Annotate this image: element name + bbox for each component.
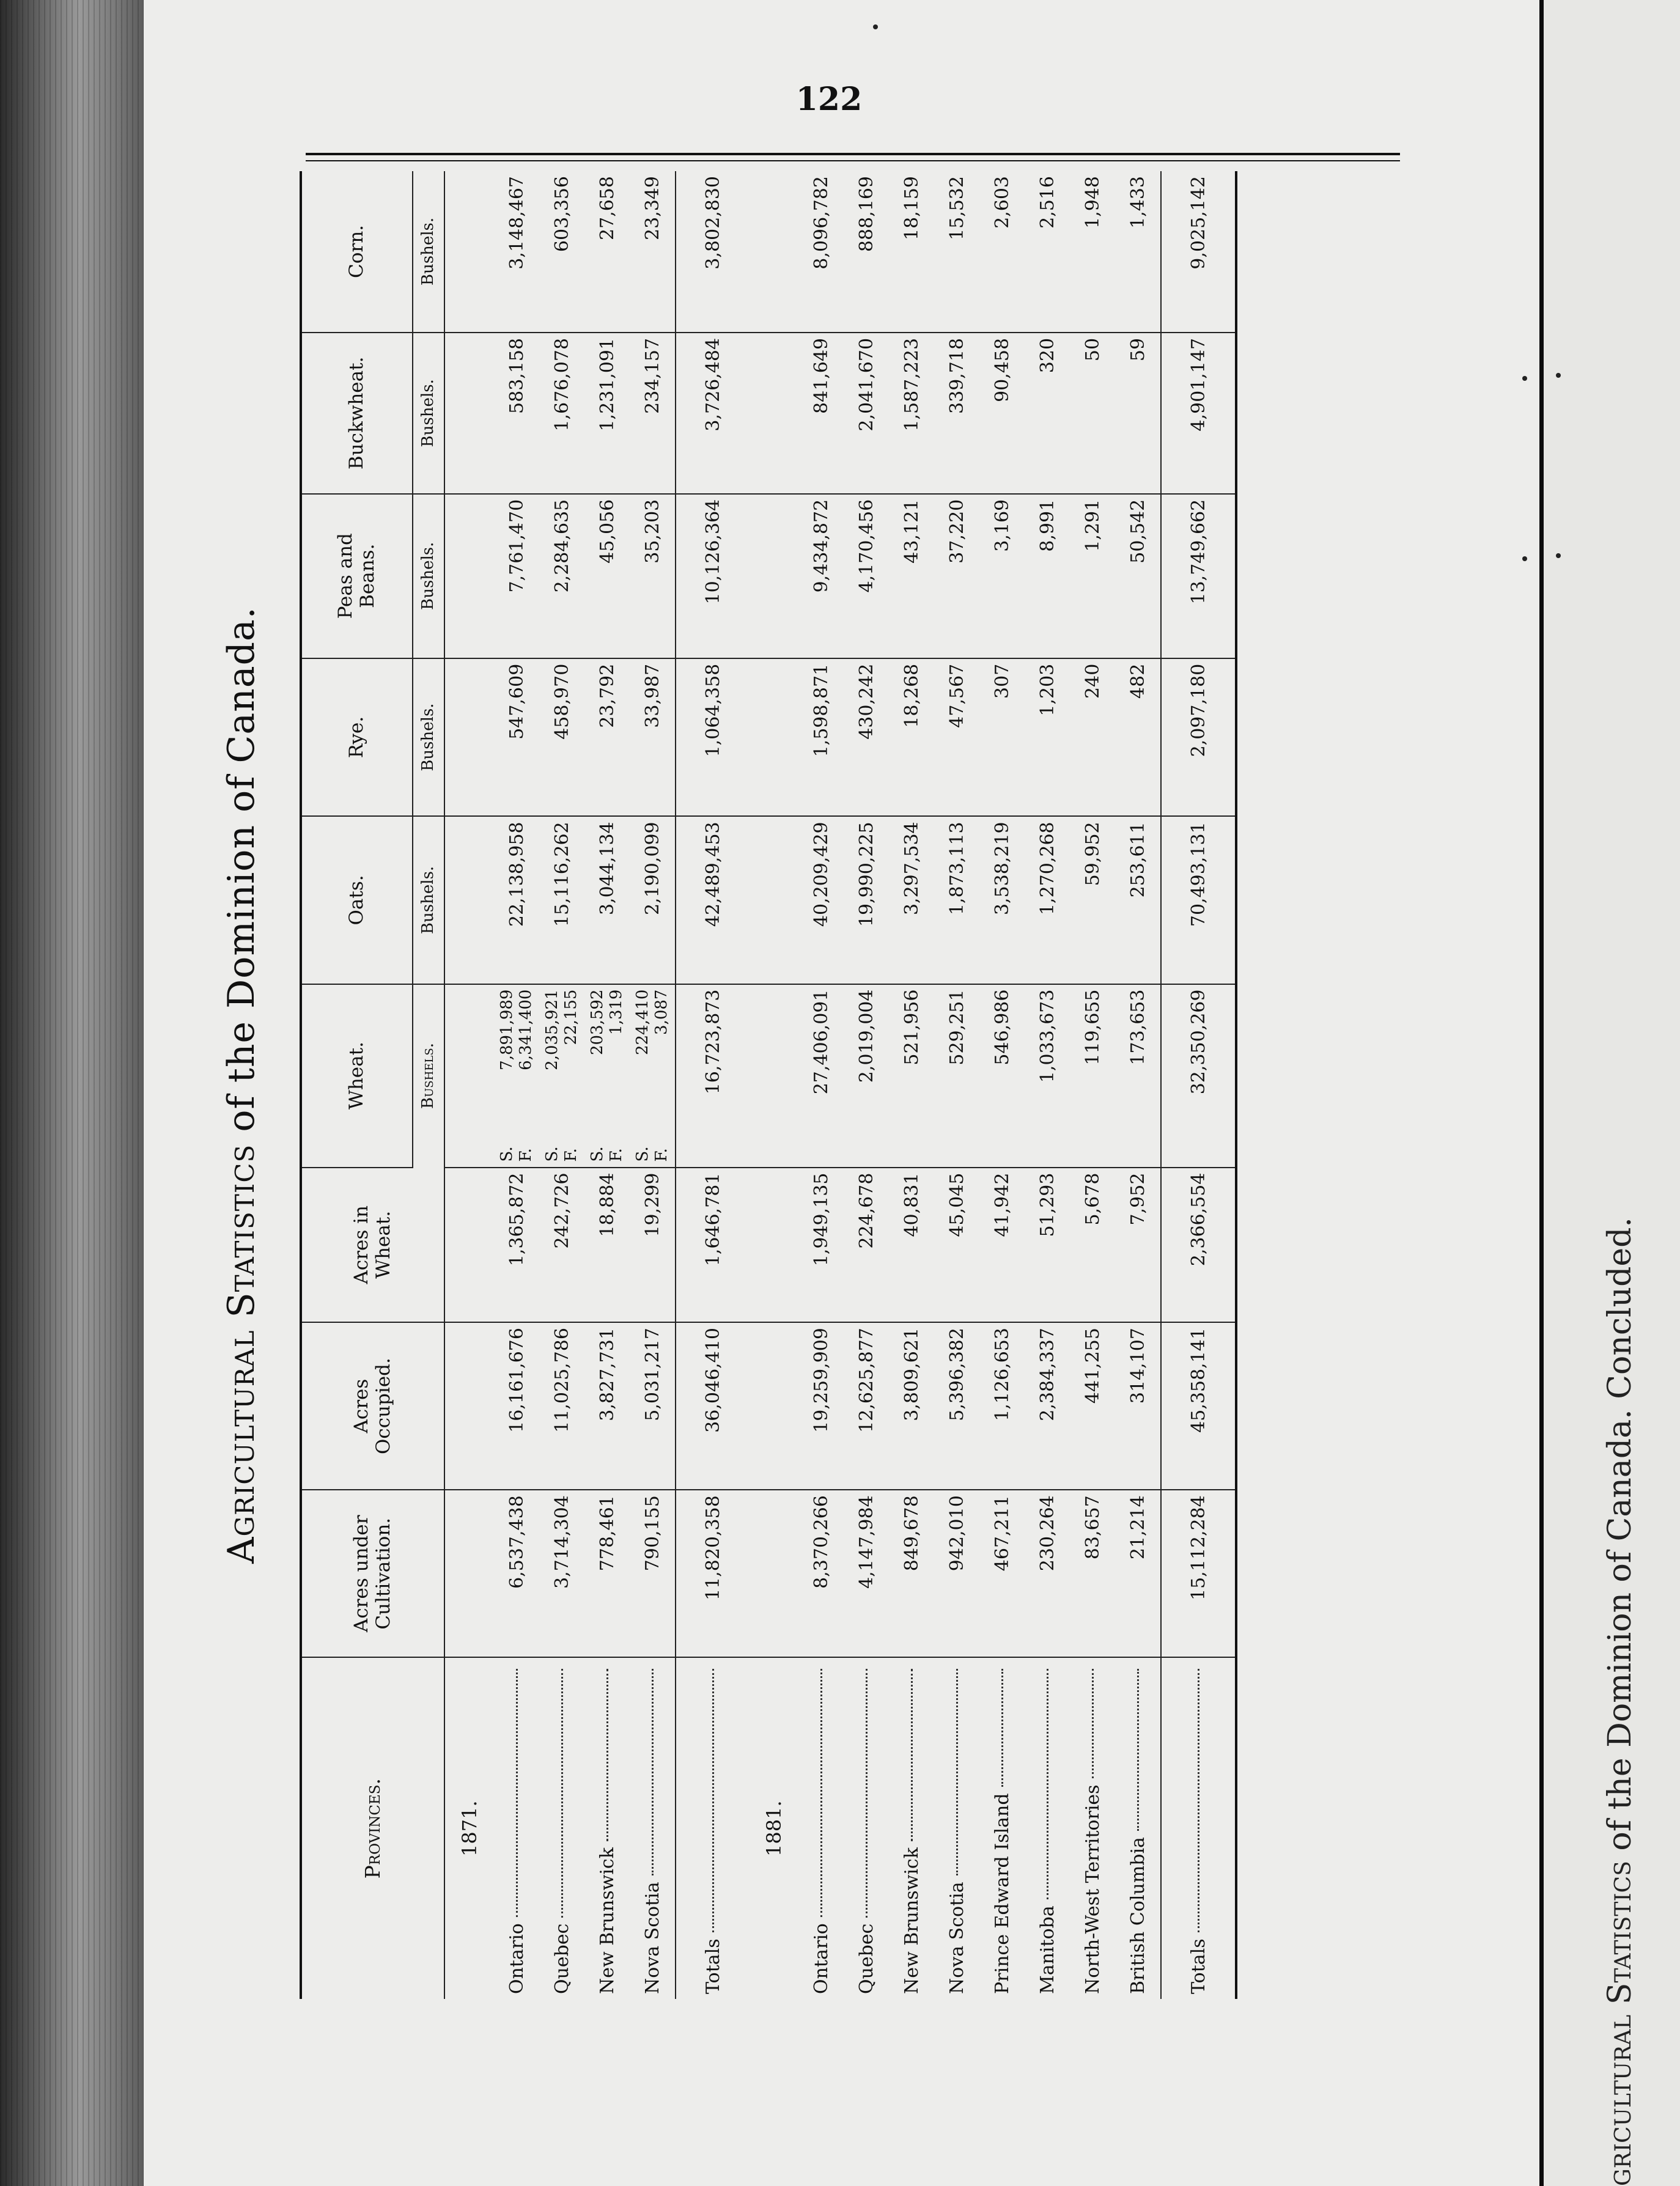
scan-speck xyxy=(1522,376,1527,381)
header-cultivation: Acres under Cultivation. xyxy=(301,1490,444,1657)
province-cell-label: British Columbia xyxy=(1127,1837,1149,1994)
buckwheat-cell: 59 xyxy=(1115,333,1161,494)
province-cell xyxy=(539,1657,584,1999)
rye-cell: 1,598,871 xyxy=(798,658,844,817)
peas-cell: 3,169 xyxy=(979,494,1025,658)
wheat-cell: 521,956 xyxy=(889,984,934,1168)
leader-dots xyxy=(606,1669,608,1841)
wheat-value: 224,410 xyxy=(633,989,652,1056)
province-cell xyxy=(798,1657,844,1999)
table-row xyxy=(630,171,676,1999)
province-cell-label: Nova Scotia xyxy=(946,1882,968,1994)
title-small-caps: Agricultural Statistics xyxy=(220,1144,263,1564)
totals-row xyxy=(676,171,750,1999)
leader-dots xyxy=(652,1669,654,1875)
wheat-cell: 1,033,673 xyxy=(1025,984,1070,1168)
oats-cell: 253,611 xyxy=(1115,816,1161,984)
rye-cell: 33,987 xyxy=(630,658,676,817)
scan-speck xyxy=(873,24,878,29)
leader-dots xyxy=(911,1669,913,1841)
corn-cell: 15,532 xyxy=(934,171,979,333)
wheat-value: 203,592 xyxy=(588,989,606,1056)
in-wheat-cell: 7,952 xyxy=(1115,1168,1161,1322)
oats-cell: 1,270,268 xyxy=(1025,816,1070,984)
cultivation-cell: 230,264 xyxy=(1025,1490,1070,1657)
rye-cell: 430,242 xyxy=(844,658,889,817)
total-corn: 3,802,830 xyxy=(676,171,750,333)
occupied-cell: 5,031,217 xyxy=(630,1322,676,1490)
peas-cell: 50,542 xyxy=(1115,494,1161,658)
leader-dots xyxy=(820,1669,822,1917)
header-buckwheat: Buckwheat. xyxy=(301,333,413,494)
province-cell-label: Ontario xyxy=(810,1923,832,1994)
facing-page-running-head xyxy=(1602,1217,1638,2186)
rye-cell: 18,268 xyxy=(889,658,934,817)
header-wheat: Wheat. xyxy=(301,984,413,1168)
corn-cell: 8,096,782 xyxy=(798,171,844,333)
province-cell-label: Ontario xyxy=(506,1923,528,1994)
occupied-cell: 2,384,337 xyxy=(1025,1322,1070,1490)
season-marker: F. xyxy=(562,1148,580,1162)
header-in-wheat: Acres in Wheat. xyxy=(301,1168,444,1322)
wheat-value: 7,891,989 xyxy=(497,989,516,1070)
province-cell-label: Nova Scotia xyxy=(641,1882,663,1994)
corn-cell: 27,658 xyxy=(584,171,630,333)
table-row xyxy=(539,171,584,1999)
totals-cell-label: Totals xyxy=(1187,1938,1209,1994)
oats-cell: 3,297,534 xyxy=(889,816,934,984)
total-occupied: 36,046,410 xyxy=(676,1322,750,1490)
province-cell-label: New Brunswick xyxy=(901,1847,923,1994)
season-marker: F. xyxy=(652,1148,671,1162)
table-row xyxy=(1115,171,1161,1999)
oats-cell: 19,990,225 xyxy=(844,816,889,984)
title-rest: of the Dominion of Canada. xyxy=(220,606,263,1132)
oats-cell: 40,209,429 xyxy=(798,816,844,984)
unit-wheat: Bushels. xyxy=(413,984,444,1168)
document-title xyxy=(220,153,263,2017)
total-cultivation: 15,112,284 xyxy=(1161,1490,1236,1657)
total-in-wheat: 2,366,554 xyxy=(1161,1168,1236,1322)
page-number: 122 xyxy=(795,81,863,118)
oats-cell: 15,116,262 xyxy=(539,816,584,984)
province-cell xyxy=(1070,1657,1115,1999)
in-wheat-cell: 242,726 xyxy=(539,1168,584,1322)
oats-cell: 3,538,219 xyxy=(979,816,1025,984)
total-oats: 70,493,131 xyxy=(1161,816,1236,984)
wheat-cell xyxy=(494,984,539,1168)
province-cell-label: Quebec xyxy=(855,1923,877,1994)
occupied-cell: 12,625,877 xyxy=(844,1322,889,1490)
wheat-cell xyxy=(539,984,584,1168)
total-in-wheat: 1,646,781 xyxy=(676,1168,750,1322)
total-wheat: 16,723,873 xyxy=(676,984,750,1168)
header-peas: Peas and Beans. xyxy=(301,494,413,658)
cultivation-cell: 467,211 xyxy=(979,1490,1025,1657)
rows-1871 xyxy=(444,171,750,1999)
buckwheat-cell: 50 xyxy=(1070,333,1115,494)
province-cell xyxy=(584,1657,630,1999)
corn-cell: 1,948 xyxy=(1070,171,1115,333)
unit-oats: Bushels. xyxy=(413,816,444,984)
province-cell xyxy=(1025,1657,1070,1999)
buckwheat-cell: 234,157 xyxy=(630,333,676,494)
province-cell-label: New Brunswick xyxy=(596,1847,618,1994)
total-rye: 2,097,180 xyxy=(1161,658,1236,817)
buckwheat-cell: 1,231,091 xyxy=(584,333,630,494)
in-wheat-cell: 5,678 xyxy=(1070,1168,1115,1322)
rye-cell: 1,203 xyxy=(1025,658,1070,817)
leader-dots xyxy=(956,1669,958,1875)
unit-buckwheat: Bushels. xyxy=(413,333,444,494)
totals-cell-label: Totals xyxy=(702,1938,724,1994)
total-rye: 1,064,358 xyxy=(676,658,750,817)
wheat-cell: 173,653 xyxy=(1115,984,1161,1168)
total-peas: 13,749,662 xyxy=(1161,494,1236,658)
occupied-cell: 16,161,676 xyxy=(494,1322,539,1490)
occupied-cell: 441,255 xyxy=(1070,1322,1115,1490)
in-wheat-cell: 40,831 xyxy=(889,1168,934,1322)
occupied-cell: 3,809,621 xyxy=(889,1322,934,1490)
header-occupied: Acres Occupied. xyxy=(301,1322,444,1490)
table-row xyxy=(934,171,979,1999)
year-1881: 1881. xyxy=(762,1800,786,1857)
table-row xyxy=(1070,171,1115,1999)
season-marker: S. xyxy=(588,1146,606,1162)
table-row xyxy=(584,171,630,1999)
in-wheat-cell: 41,942 xyxy=(979,1168,1025,1322)
rye-cell: 240 xyxy=(1070,658,1115,817)
total-occupied: 45,358,141 xyxy=(1161,1322,1236,1490)
peas-cell: 8,991 xyxy=(1025,494,1070,658)
oats-cell: 2,190,099 xyxy=(630,816,676,984)
season-marker: S. xyxy=(542,1146,561,1162)
province-cell xyxy=(1115,1657,1161,1999)
leader-dots xyxy=(1001,1669,1003,1787)
header-oats: Oats. xyxy=(301,816,413,984)
leader-dots xyxy=(1137,1669,1139,1831)
leader-dots xyxy=(1047,1669,1048,1899)
buckwheat-cell: 320 xyxy=(1025,333,1070,494)
wheat-value: 2,035,921 xyxy=(542,989,561,1070)
wheat-cell: 27,406,091 xyxy=(798,984,844,1168)
cultivation-cell: 21,214 xyxy=(1115,1490,1161,1657)
occupied-cell: 314,107 xyxy=(1115,1322,1161,1490)
cultivation-cell: 4,147,984 xyxy=(844,1490,889,1657)
wheat-value: 6,341,400 xyxy=(517,989,535,1070)
wheat-cell xyxy=(630,984,676,1168)
total-peas: 10,126,364 xyxy=(676,494,750,658)
buckwheat-cell: 1,676,078 xyxy=(539,333,584,494)
table-row xyxy=(494,171,539,1999)
season-marker: F. xyxy=(517,1148,535,1162)
table-row xyxy=(889,171,934,1999)
buckwheat-cell: 339,718 xyxy=(934,333,979,494)
in-wheat-cell: 19,299 xyxy=(630,1168,676,1322)
peas-cell: 37,220 xyxy=(934,494,979,658)
peas-cell: 35,203 xyxy=(630,494,676,658)
wheat-value: 3,087 xyxy=(652,989,671,1035)
season-marker: F. xyxy=(607,1148,625,1162)
corn-cell: 23,349 xyxy=(630,171,676,333)
cultivation-cell: 3,714,304 xyxy=(539,1490,584,1657)
unit-corn: Bushels. xyxy=(413,171,444,333)
province-cell-label: Prince Edward Island xyxy=(991,1793,1013,1994)
season-marker: S. xyxy=(633,1146,652,1162)
cultivation-cell: 942,010 xyxy=(934,1490,979,1657)
leader-dots xyxy=(1198,1669,1199,1932)
cultivation-cell: 83,657 xyxy=(1070,1490,1115,1657)
province-cell xyxy=(630,1657,676,1999)
province-cell-label: Quebec xyxy=(551,1923,573,1994)
scan-speck xyxy=(1556,553,1561,558)
wheat-cell: 119,655 xyxy=(1070,984,1115,1168)
totals-cell xyxy=(676,1657,750,1999)
oats-cell: 1,873,113 xyxy=(934,816,979,984)
corn-cell: 18,159 xyxy=(889,171,934,333)
total-wheat: 32,350,269 xyxy=(1161,984,1236,1168)
cultivation-cell: 8,370,266 xyxy=(798,1490,844,1657)
buckwheat-cell: 583,158 xyxy=(494,333,539,494)
buckwheat-cell: 1,587,223 xyxy=(889,333,934,494)
cultivation-cell: 790,155 xyxy=(630,1490,676,1657)
rows-1881 xyxy=(750,171,1236,1999)
year-1871: 1871. xyxy=(458,1800,481,1857)
scan-speck xyxy=(1556,373,1561,378)
province-cell xyxy=(934,1657,979,1999)
wheat-cell: 2,019,004 xyxy=(844,984,889,1168)
header-corn: Corn. xyxy=(301,171,413,333)
corn-cell: 3,148,467 xyxy=(494,171,539,333)
buckwheat-cell: 2,041,670 xyxy=(844,333,889,494)
corn-cell: 888,169 xyxy=(844,171,889,333)
occupied-cell: 11,025,786 xyxy=(539,1322,584,1490)
rye-cell: 482 xyxy=(1115,658,1161,817)
total-corn: 9,025,142 xyxy=(1161,171,1236,333)
table-row xyxy=(1025,171,1070,1999)
wheat-value: 22,155 xyxy=(562,989,580,1045)
province-cell xyxy=(889,1657,934,1999)
in-wheat-cell: 1,949,135 xyxy=(798,1168,844,1322)
wheat-cell: 529,251 xyxy=(934,984,979,1168)
peas-cell: 7,761,470 xyxy=(494,494,539,658)
in-wheat-cell: 18,884 xyxy=(584,1168,630,1322)
wheat-value: 1,319 xyxy=(607,989,625,1035)
totals-row xyxy=(1161,171,1236,1999)
province-cell-label: North-West Territories xyxy=(1081,1784,1103,1994)
occupied-cell: 19,259,909 xyxy=(798,1322,844,1490)
cultivation-cell: 778,461 xyxy=(584,1490,630,1657)
peas-cell: 1,291 xyxy=(1070,494,1115,658)
province-cell xyxy=(844,1657,889,1999)
table-row xyxy=(844,171,889,1999)
leader-dots xyxy=(866,1669,868,1917)
occupied-cell: 5,396,382 xyxy=(934,1322,979,1490)
wheat-cell: 546,986 xyxy=(979,984,1025,1168)
in-wheat-cell: 224,678 xyxy=(844,1168,889,1322)
season-marker: S. xyxy=(497,1146,516,1162)
agricultural-statistics-table xyxy=(300,171,1237,1999)
corn-cell: 1,433 xyxy=(1115,171,1161,333)
province-cell-label: Manitoba xyxy=(1036,1905,1058,1994)
total-cultivation: 11,820,358 xyxy=(676,1490,750,1657)
leader-dots xyxy=(712,1669,714,1932)
total-buckwheat: 4,901,147 xyxy=(1161,333,1236,494)
cultivation-cell: 849,678 xyxy=(889,1490,934,1657)
rotated-table-frame xyxy=(183,153,1333,2017)
table-row xyxy=(979,171,1025,1999)
running-head-small-caps: gricultural Statistics xyxy=(1602,1861,1638,2186)
peas-cell: 43,121 xyxy=(889,494,934,658)
buckwheat-cell: 841,649 xyxy=(798,333,844,494)
peas-cell: 9,434,872 xyxy=(798,494,844,658)
oats-cell: 3,044,134 xyxy=(584,816,630,984)
total-oats: 42,489,453 xyxy=(676,816,750,984)
rye-cell: 458,970 xyxy=(539,658,584,817)
header-rye: Rye. xyxy=(301,658,413,817)
running-head-rest: of the Dominion of Canada. Concluded. xyxy=(1602,1217,1638,1851)
rye-cell: 547,609 xyxy=(494,658,539,817)
corn-cell: 603,356 xyxy=(539,171,584,333)
header-provinces: Provinces. xyxy=(301,1657,444,1999)
leader-dots xyxy=(1092,1669,1094,1778)
cultivation-cell: 6,537,438 xyxy=(494,1490,539,1657)
peas-cell: 4,170,456 xyxy=(844,494,889,658)
peas-cell: 45,056 xyxy=(584,494,630,658)
rye-cell: 307 xyxy=(979,658,1025,817)
oats-cell: 22,138,958 xyxy=(494,816,539,984)
rye-cell: 23,792 xyxy=(584,658,630,817)
leader-dots xyxy=(561,1669,563,1917)
province-cell xyxy=(979,1657,1025,1999)
in-wheat-cell: 51,293 xyxy=(1025,1168,1070,1322)
unit-peas: Bushels. xyxy=(413,494,444,658)
oats-cell: 59,952 xyxy=(1070,816,1115,984)
in-wheat-cell: 45,045 xyxy=(934,1168,979,1322)
wheat-cell xyxy=(584,984,630,1168)
total-buckwheat: 3,726,484 xyxy=(676,333,750,494)
buckwheat-cell: 90,458 xyxy=(979,333,1025,494)
in-wheat-cell: 1,365,872 xyxy=(494,1168,539,1322)
scan-speck xyxy=(1522,556,1527,561)
table-row xyxy=(798,171,844,1999)
leader-dots xyxy=(516,1669,518,1917)
book-page-edges xyxy=(0,0,144,2186)
unit-rye: Bushels. xyxy=(413,658,444,817)
province-cell xyxy=(494,1657,539,1999)
rye-cell: 47,567 xyxy=(934,658,979,817)
peas-cell: 2,284,635 xyxy=(539,494,584,658)
corn-cell: 2,516 xyxy=(1025,171,1070,333)
corn-cell: 2,603 xyxy=(979,171,1025,333)
totals-cell xyxy=(1161,1657,1236,1999)
occupied-cell: 3,827,731 xyxy=(584,1322,630,1490)
occupied-cell: 1,126,653 xyxy=(979,1322,1025,1490)
